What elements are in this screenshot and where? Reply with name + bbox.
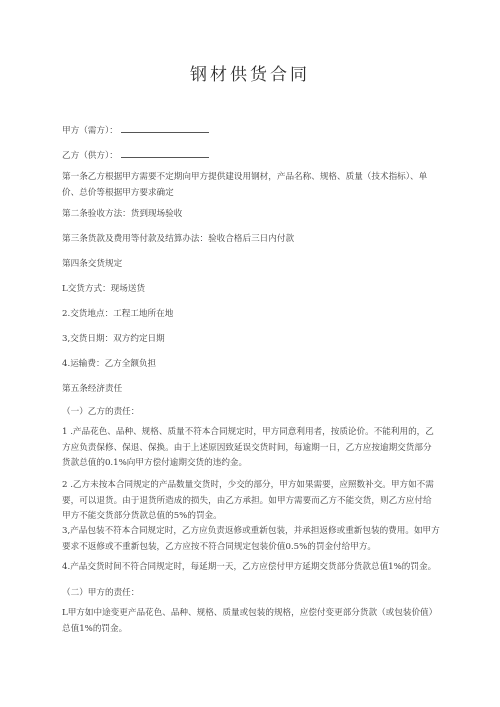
clause-1: 第一条乙方根据甲方需要不定期向甲方提供建设用钢材，产品名称、规格、质量（技术指标）、单价、总价等根据甲方要求确定 [62, 172, 428, 198]
clause-5: 第五条经济责任 [62, 384, 123, 394]
clause-3: 第三条货款及费用等付款及结算办法：验收合格后三日内付款 [62, 234, 295, 244]
party-a-line [62, 123, 440, 140]
subsection-seller: （一）乙方的责任： [62, 407, 140, 417]
buyer-item-1: L甲方如中途变更产品花色、品种、规格、质量或包装的规格，应偿付变更部分货款（或包装价值）总值1%的罚金。 [62, 608, 438, 634]
party-a-label: 甲方（需方）： [62, 126, 118, 136]
clause-4-item-1: L交货方式：现场送货 [62, 284, 146, 294]
clause-4-item-4: 4.运输费：乙方全额负担 [62, 359, 157, 369]
seller-item-1: 1 .产品花色、品种、规格、质量不符本合同规定时，甲方同意利用者，按质论价。不能利用的，乙方应负责保修、保退、保换。由于上述原因致延误交货时间，每逾期一日，乙方应按逾期交货部分货款总值的0.1%向甲方偿付逾期交货的违约金。 [62, 427, 434, 468]
clause-2: 第二条验收方法：货到现场验收 [62, 209, 183, 219]
subsection-buyer: （二）甲方的责任： [62, 588, 140, 598]
seller-item-2: 2 .乙方未按本合同规定的产品数量交货时，少交的部分，甲方如果需要，应照数补交。甲方如不需要，可以退货。由于退货所造成的损失，由乙方承担。如甲方需要而乙方不能交货，则乙方应付给甲方不能交货部分货款总值的5%的罚金。 [62, 480, 434, 521]
seller-item-3: 3,产品包装不符本合同规定时，乙方应负责返修或重新包装，并承担返修或重新包装的费用。如甲方要求不返修或不重新包装，乙方应按不符合同规定包装价值0.5%的罚金付给甲方。 [62, 526, 440, 552]
party-b-label: 乙方（供方）： [62, 151, 118, 161]
party-b-blank[interactable] [121, 148, 209, 158]
document-title: 钢材供货合同 [190, 65, 310, 85]
clause-4-item-3: 3,交货日期：双方约定日期 [62, 334, 165, 344]
clause-4: 第四条交货规定 [62, 259, 123, 269]
seller-item-4: 4.产品交货时间不符合同规定时，每延期一天，乙方应偿付甲方延期交货部分货款总值1%的罚金。 [62, 562, 437, 572]
clause-4-item-2: 2.交货地点：工程工地所在地 [62, 309, 174, 319]
party-a-blank[interactable] [121, 123, 209, 133]
party-b-line [62, 148, 440, 165]
